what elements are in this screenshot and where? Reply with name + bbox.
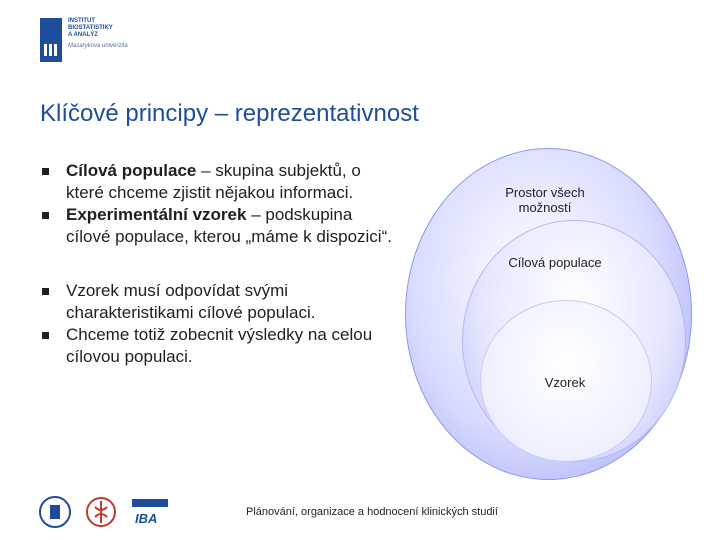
- bullet-spacer: [40, 248, 400, 280]
- bullet-square-icon: [42, 212, 49, 219]
- logo-line-1: INSTITUT: [68, 18, 95, 24]
- bullet-term: Experimentální vzorek: [66, 205, 247, 224]
- bullet-text: Chceme totiž zobecnit výsledky na celou cílovou populaci.: [66, 325, 373, 366]
- inner-circle-label: Vzorek: [544, 375, 586, 390]
- bullet-list: [40, 160, 400, 368]
- bullet-item: [40, 280, 400, 324]
- bullet-text: Vzorek musí odpovídat svými charakteristikami cílové populaci.: [66, 281, 316, 322]
- bullet-item: [40, 324, 400, 368]
- institute-logo-mark: [40, 18, 62, 62]
- iba-logo-text: IBA: [135, 511, 158, 526]
- logo-university: Masarykova univerzita: [68, 43, 128, 49]
- bullet-square-icon: [42, 288, 49, 295]
- nested-circles-diagram: [400, 140, 700, 490]
- university-seal-icon: [38, 493, 72, 531]
- footer-course-title: Plánování, organizace a hodnocení klinických studií: [246, 506, 498, 518]
- middle-circle-label: Cílová populace: [508, 255, 602, 270]
- bullet-square-icon: [42, 168, 49, 175]
- footer-logos: [38, 493, 182, 531]
- bullet-text: – podskupina cílové populace, kterou „máme k dispozici“.: [66, 205, 392, 246]
- logo-line-3: A ANALÝZ: [68, 32, 98, 38]
- faculty-emblem-icon: [84, 493, 118, 531]
- slide-title: Klíčové principy – reprezentativnost: [40, 100, 419, 127]
- iba-logo-icon: [130, 493, 170, 531]
- institute-logo: [40, 18, 128, 62]
- bullet-term: Cílová populace: [66, 161, 197, 180]
- bullet-item: [40, 204, 400, 248]
- outer-circle-label: Prostor všech možností: [505, 185, 585, 215]
- bullet-square-icon: [42, 332, 49, 339]
- bullet-item: [40, 160, 400, 204]
- logo-line-2: BIOSTATISTIKY: [68, 25, 113, 31]
- institute-logo-text: [68, 18, 128, 50]
- bullet-text: – skupina subjektů, o které chceme zjistit nějakou informaci.: [66, 161, 361, 202]
